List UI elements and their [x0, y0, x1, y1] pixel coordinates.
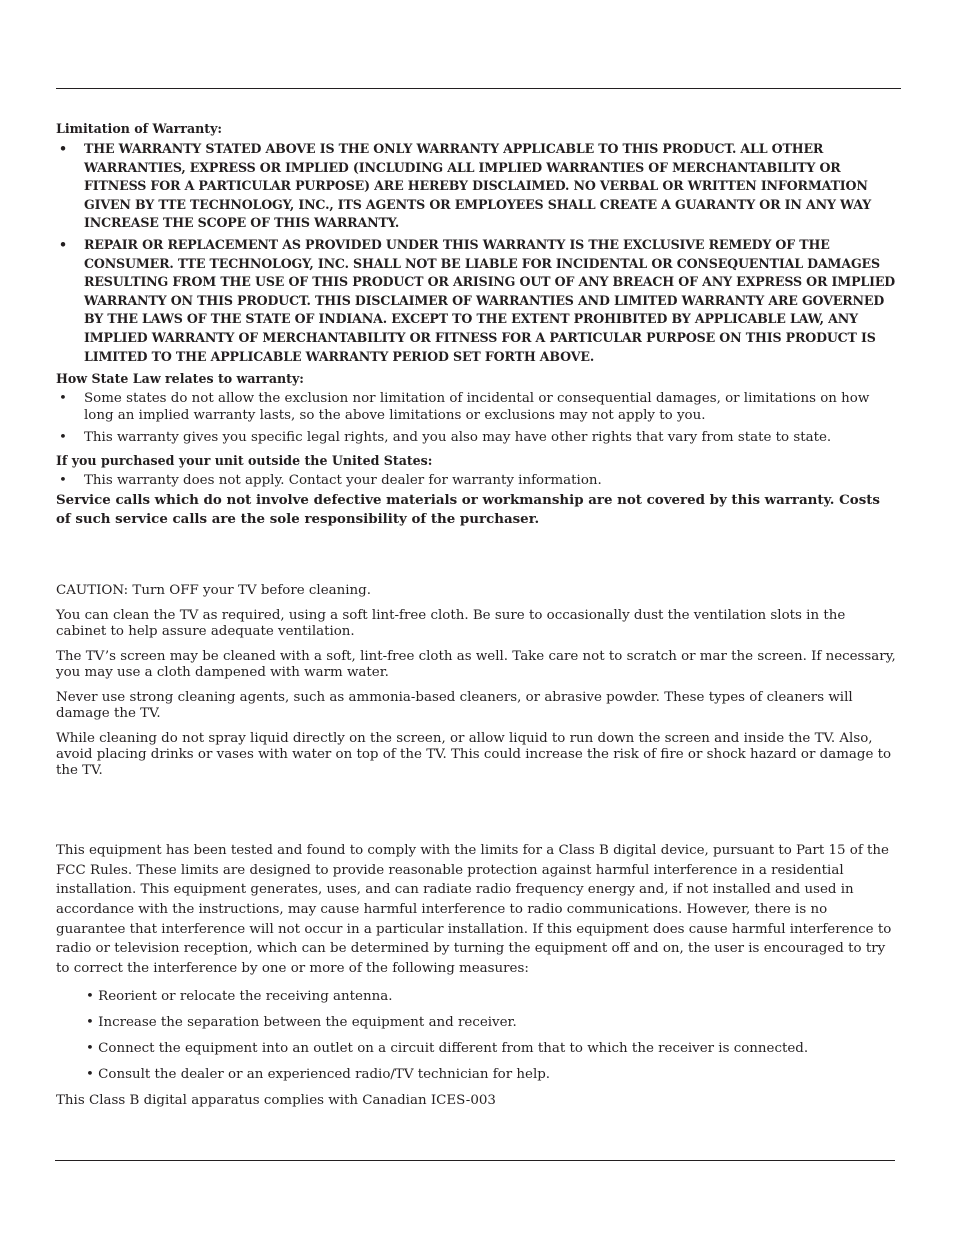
outside-us-list — [56, 472, 898, 489]
state-law-list — [56, 390, 898, 446]
state-law-heading: How State Law relates to warranty: — [56, 371, 304, 387]
list-item: • This warranty does not apply. Contact your dealer for warranty information. — [56, 472, 898, 489]
list-item: • THE WARRANTY STATED ABOVE IS THE ONLY WARRANTY APPLICABLE TO THIS PRODUCT. ALL OTHER WARRANTIES, EXPRESS OR IMPLIED (INCLUDING ALL IMPLIED WARRANTIES OF MERCHANTABILITY OR FITNESS FOR A PARTICULAR PURPOSE) ARE HEREBY DISCLAIMED. NO VERBAL OR WRITTEN INFORMATION GIVEN BY TTE TECHNOLOGY, INC., ITS AGENTS OR EMPLOYEES SHALL CREATE A GUARANTY OR IN ANY WAY INCREASE THE SCOPE OF THIS WARRANTY. — [56, 140, 898, 233]
fcc-statement: This equipment has been tested and found to comply with the limits for a Class B digital device, pursuant to Part 15 of the FCC Rules. These limits are designed to provide reasonable protection against harmful interference in a residential installation. This equipment generates, uses, and can radiate radio frequency energy and, if not installed and used in accordance with the instructions, may cause harmful interference to radio communications. However, there is no guarantee that interference will not occur in a particular installation. If this equipment does cause harmful interference to radio or television reception, which can be determined by turning the equipment off and on, the user is encouraged to try to correct the interference by one or more of the following measures: — [56, 843, 892, 976]
list-item: • Some states do not allow the exclusion nor limitation of incidental or consequential damages, or limitations on how long an implied warranty lasts, so the above limitations or exclusions may not apply to you. — [56, 390, 898, 424]
page-content — [56, 120, 898, 1109]
list-item: • This warranty gives you specific legal rights, and you also may have other rights that vary from state to state. — [56, 429, 898, 446]
top-rule — [56, 88, 901, 89]
fcc-measures-list — [86, 988, 898, 1083]
care-paragraph: You can clean the TV as required, using a soft lint-free cloth. Be sure to occasionally dust the ventilation slots in the cabinet to help assure adequate ventilation. — [56, 608, 846, 640]
bottom-rule — [55, 1160, 895, 1161]
outside-us-heading: If you purchased your unit outside the United States: — [56, 453, 433, 469]
limitation-heading: Limitation of Warranty: — [56, 121, 223, 136]
care-paragraph: The TV’s screen may be cleaned with a soft, lint-free cloth as well. Take care not to scratch or mar the screen. If necessary, you may use a cloth dampened with warm water. — [56, 649, 896, 681]
care-paragraph: CAUTION: Turn OFF your TV before cleaning. — [56, 583, 371, 599]
fcc-section — [56, 841, 898, 1109]
list-item: • Connect the equipment into an outlet on a circuit different from that to which the receiver is connected. — [86, 1041, 809, 1057]
care-section — [56, 583, 898, 779]
list-item: • Consult the dealer or an experienced radio/TV technician for help. — [86, 1067, 551, 1083]
service-calls-notice: Service calls which do not involve defective materials or workmanship are not covered by this warranty. Costs of such service calls are the sole responsibility of the purchaser. — [56, 492, 880, 528]
care-paragraph: Never use strong cleaning agents, such as ammonia-based cleaners, or abrasive powder. These types of cleaners will damage the TV. — [56, 690, 853, 722]
warranty-section — [56, 120, 898, 529]
list-item: • Increase the separation between the equipment and receiver. — [86, 1015, 517, 1031]
care-paragraph: While cleaning do not spray liquid directly on the screen, or allow liquid to run down the screen and inside the TV. Also, avoid placing drinks or vases with water on top of the TV. This could increase the risk of fire or shock hazard or damage to the TV. — [56, 731, 892, 779]
canada-statement: This Class B digital apparatus complies with Canadian ICES-003 — [56, 1093, 496, 1109]
list-item: • Reorient or relocate the receiving antenna. — [86, 989, 393, 1005]
limitation-list — [56, 140, 898, 366]
list-item: • REPAIR OR REPLACEMENT AS PROVIDED UNDER THIS WARRANTY IS THE EXCLUSIVE REMEDY OF THE CONSUMER. TTE TECHNOLOGY, INC. SHALL NOT BE LIABLE FOR INCIDENTAL OR CONSEQUENTIAL DAMAGES RESULTING FROM THE USE OF THIS PRODUCT OR ARISING OUT OF ANY BREACH OF ANY EXPRESS OR IMPLIED WARRANTY ON THIS PRODUCT. THIS DISCLAIMER OF WARRANTIES AND LIMITED WARRANTY ARE GOVERNED BY THE LAWS OF THE STATE OF INDIANA. EXCEPT TO THE EXTENT PROHIBITED BY APPLICABLE LAW, ANY IMPLIED WARRANTY OF MERCHANTABILITY OR FITNESS FOR A PARTICULAR PURPOSE ON THIS PRODUCT IS LIMITED TO THE APPLICABLE WARRANTY PERIOD SET FORTH ABOVE. — [56, 236, 898, 366]
